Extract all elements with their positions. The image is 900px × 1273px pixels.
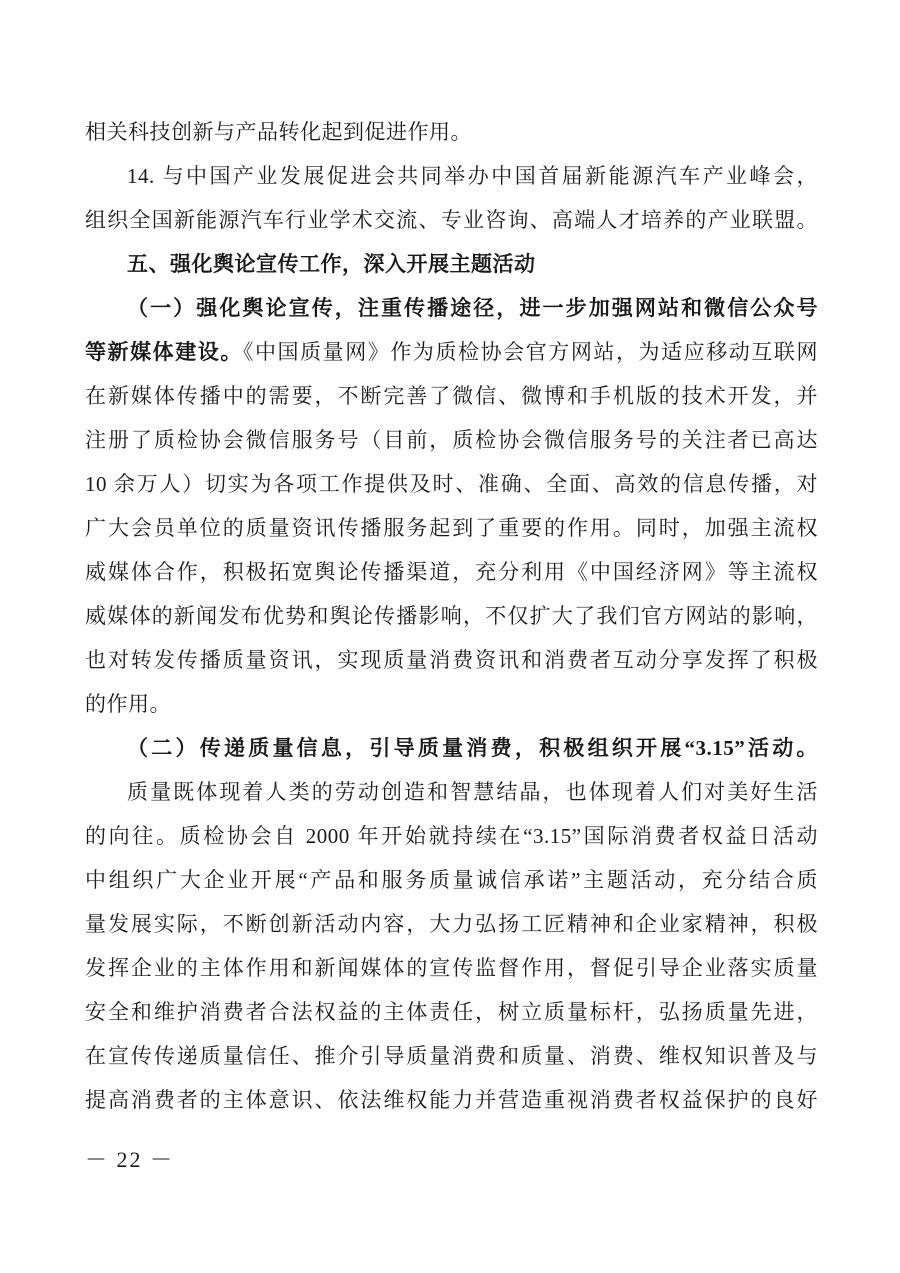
- text-line: [85, 814, 818, 858]
- text-run: 《中国质量网》作为质检协会官方网站，为适应移动互联网: [242, 340, 818, 364]
- text-run: 的向往。质检协会自 2000 年开始就持续在“3.15”国际消费者权益日活动: [85, 824, 818, 848]
- text-line: [85, 506, 818, 550]
- text-run: 发挥企业的主体作用和新闻媒体的宣传监督作用，督促引导企业落实质量: [85, 956, 818, 980]
- text-line: [85, 462, 818, 506]
- text-line: [85, 594, 818, 638]
- text-line: [85, 990, 818, 1034]
- text-line: [85, 858, 818, 902]
- text-line: [85, 946, 818, 990]
- subsection-heading: [85, 726, 818, 770]
- text-line: [85, 902, 818, 946]
- text-bold-run: 等新媒体建设。: [85, 340, 243, 364]
- text-run: 注册了质检协会微信服务号（目前，质检协会微信服务号的关注者已高达: [85, 428, 818, 452]
- text-run: 在宣传传递质量信任、推介引导质量消费和质量、消费、维权知识普及与: [85, 1044, 818, 1068]
- text-run: 量发展实际，不断创新活动内容，大力弘扬工匠精神和企业家精神，积极: [85, 912, 818, 936]
- section-heading-text: 五、强化舆论宣传工作，深入开展主题活动: [127, 253, 536, 276]
- text-run: 14. 与中国产业发展促进会共同举办中国首届新能源汽车产业峰会，: [127, 164, 818, 188]
- subsection-heading-text: （二）传递质量信息，引导质量消费，积极组织开展“3.15”活动。: [127, 736, 818, 760]
- text-run: 的作用。: [85, 692, 171, 716]
- text-line: [85, 1078, 818, 1122]
- section-heading: [85, 242, 818, 286]
- text-line: [85, 110, 818, 154]
- text-run: 中组织广大企业开展“产品和服务质量诚信承诺”主题活动，充分结合质: [85, 868, 818, 892]
- text-run: 威媒体合作，积极拓宽舆论传播渠道，充分利用《中国经济网》等主流权: [85, 560, 818, 584]
- text-line: [85, 198, 818, 242]
- text-run: 威媒体的新闻发布优势和舆论传播影响，不仅扩大了我们官方网站的影响，: [85, 604, 818, 628]
- text-line: [85, 418, 818, 462]
- text-run: 也对转发传播质量资讯，实现质量消费资讯和消费者互动分享发挥了积极: [85, 648, 818, 672]
- text-run: 相关科技创新与产品转化起到促进作用。: [85, 120, 472, 144]
- text-run: 质量既体现着人类的劳动创造和智慧结晶，也体现着人们对美好生活: [127, 780, 818, 804]
- page-number: － 22 －: [85, 1147, 175, 1172]
- text-run: 10 余万人）切实为各项工作提供及时、准确、全面、高效的信息传播，对: [85, 472, 818, 496]
- text-run: 安全和维护消费者合法权益的主体责任，树立质量标杆，弘扬质量先进，: [85, 1000, 818, 1024]
- text-line: [85, 154, 818, 198]
- text-run: 组织全国新能源汽车行业学术交流、专业咨询、高端人才培养的产业联盟。: [85, 208, 818, 232]
- document-body: [85, 110, 818, 1122]
- text-line: [85, 374, 818, 418]
- text-run: 提高消费者的主体意识、依法维权能力并营造重视消费者权益保护的良好: [85, 1088, 818, 1112]
- text-line: [85, 330, 818, 374]
- text-run: 广大会员单位的质量资讯传播服务起到了重要的作用。同时，加强主流权: [85, 516, 818, 540]
- subsection-heading: [85, 286, 818, 330]
- text-run: 在新媒体传播中的需要，不断完善了微信、微博和手机版的技术开发，并: [85, 384, 818, 408]
- text-line: [85, 770, 818, 814]
- text-line: [85, 550, 818, 594]
- text-line: [85, 682, 818, 726]
- subsection-heading-text: （一）强化舆论宣传，注重传播途径，进一步加强网站和微信公众号: [127, 296, 818, 320]
- text-line: [85, 638, 818, 682]
- text-line: [85, 1034, 818, 1078]
